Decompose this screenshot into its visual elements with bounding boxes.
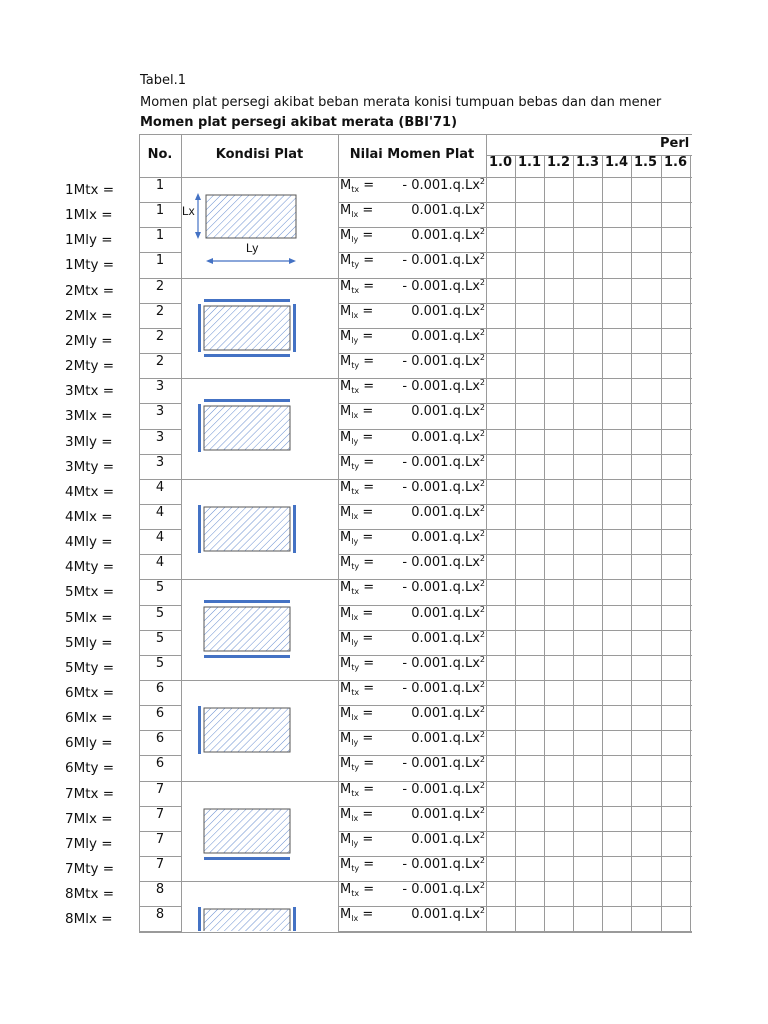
row-label: 7Mty = bbox=[65, 861, 115, 877]
row-number: 2 bbox=[155, 329, 165, 344]
row-number: 2 bbox=[155, 279, 165, 294]
moment-value: 0.001.q.Lx$^2$ bbox=[411, 303, 485, 319]
row-number: 7 bbox=[155, 807, 165, 822]
plate-diagram-7 bbox=[182, 781, 338, 882]
col-line-ratio bbox=[486, 134, 487, 932]
table-id: Tabel.1 bbox=[140, 73, 187, 88]
grid-line-h bbox=[338, 403, 692, 404]
moment-value: - 0.001.q.Lx$^2$ bbox=[402, 554, 485, 570]
plate-diagram-6 bbox=[182, 680, 338, 781]
row-label: 7Mlx = bbox=[65, 811, 113, 827]
header-ratio-group: Perl bbox=[660, 136, 690, 151]
moment-value: - 0.001.q.Lx$^2$ bbox=[402, 177, 485, 193]
moment-value: 0.001.q.Lx$^2$ bbox=[411, 504, 485, 520]
moment-value: - 0.001.q.Lx$^2$ bbox=[402, 353, 485, 369]
col-line-ratio bbox=[661, 155, 662, 932]
grid-line-h bbox=[338, 454, 692, 455]
moment-name: $M_{ly}$ = bbox=[340, 631, 374, 647]
row-label: 6Mlx = bbox=[65, 710, 113, 726]
moment-name: $M_{tx}$ = bbox=[340, 178, 375, 194]
table-title: Momen plat persegi akibat merata (BBI'71) bbox=[140, 115, 458, 130]
header-ratio-1-3: 1.3 bbox=[575, 155, 600, 170]
moment-value: 0.001.q.Lx$^2$ bbox=[411, 630, 485, 646]
row-number: 3 bbox=[155, 379, 165, 394]
grid-line-h bbox=[338, 579, 692, 580]
moment-value: 0.001.q.Lx$^2$ bbox=[411, 906, 485, 922]
grid-line-h bbox=[338, 730, 692, 731]
header-nilai-momen: Nilai Momen Plat bbox=[349, 147, 475, 162]
row-label: 3Mty = bbox=[65, 459, 115, 475]
row-number: 8 bbox=[155, 907, 165, 922]
grid-line-h bbox=[338, 252, 692, 253]
moment-name: $M_{ly}$ = bbox=[340, 430, 374, 446]
grid-line-h bbox=[139, 134, 692, 135]
moment-name: $M_{ly}$ = bbox=[340, 731, 374, 747]
row-number: 5 bbox=[155, 580, 165, 595]
row-label: 2Mty = bbox=[65, 358, 115, 374]
header-ratio-1-6: 1.6 bbox=[663, 155, 688, 170]
header-ratio-1-4: 1.4 bbox=[604, 155, 629, 170]
row-label: 6Mly = bbox=[65, 735, 113, 751]
moment-value: - 0.001.q.Lx$^2$ bbox=[402, 278, 485, 294]
header-ratio-1-2: 1.2 bbox=[546, 155, 571, 170]
col-line-ratio bbox=[515, 155, 516, 932]
moment-value: - 0.001.q.Lx$^2$ bbox=[402, 454, 485, 470]
grid-line-h bbox=[338, 705, 692, 706]
plate-diagram-8 bbox=[182, 881, 338, 931]
grid-line-h bbox=[338, 529, 692, 530]
row-label: 1Mlx = bbox=[65, 207, 113, 223]
row-number: 7 bbox=[155, 782, 165, 797]
grid-line-h bbox=[338, 906, 692, 907]
moment-value: 0.001.q.Lx$^2$ bbox=[411, 403, 485, 419]
row-number: 6 bbox=[155, 756, 165, 771]
moment-name: $M_{tx}$ = bbox=[340, 480, 375, 496]
moment-name: $M_{ty}$ = bbox=[340, 756, 375, 772]
col-line-kondisi bbox=[338, 134, 339, 932]
header-ratio-1-1: 1.1 bbox=[517, 155, 542, 170]
header-kondisi-plat: Kondisi Plat bbox=[215, 147, 304, 162]
row-label: 2Mlx = bbox=[65, 308, 113, 324]
moment-value: - 0.001.q.Lx$^2$ bbox=[402, 655, 485, 671]
moment-name: $M_{lx}$ = bbox=[340, 907, 374, 923]
moment-name: $M_{tx}$ = bbox=[340, 681, 375, 697]
plate-diagram-2 bbox=[182, 278, 338, 379]
moment-value: 0.001.q.Lx$^2$ bbox=[411, 429, 485, 445]
row-number: 1 bbox=[155, 253, 165, 268]
col-line-ratio bbox=[602, 155, 603, 932]
row-label: 8Mtx = bbox=[65, 886, 115, 902]
row-number: 1 bbox=[155, 228, 165, 243]
moment-value: - 0.001.q.Lx$^2$ bbox=[402, 579, 485, 595]
moment-value: - 0.001.q.Lx$^2$ bbox=[402, 680, 485, 696]
grid-line-h bbox=[338, 227, 692, 228]
grid-line-h bbox=[338, 429, 692, 430]
row-label: 5Mtx = bbox=[65, 584, 115, 600]
grid-line-h bbox=[338, 630, 692, 631]
moment-name: $M_{ty}$ = bbox=[340, 656, 375, 672]
moment-name: $M_{ly}$ = bbox=[340, 530, 374, 546]
moment-name: $M_{lx}$ = bbox=[340, 203, 374, 219]
moment-value: 0.001.q.Lx$^2$ bbox=[411, 328, 485, 344]
row-number: 3 bbox=[155, 404, 165, 419]
row-number: 4 bbox=[155, 530, 165, 545]
moment-name: $M_{lx}$ = bbox=[340, 807, 374, 823]
moment-value: 0.001.q.Lx$^2$ bbox=[411, 730, 485, 746]
col-line-ratio bbox=[690, 155, 691, 932]
row-number: 5 bbox=[155, 631, 165, 646]
row-label: 4Mtx = bbox=[65, 484, 115, 500]
row-label: 1Mty = bbox=[65, 257, 115, 273]
row-label: 1Mtx = bbox=[65, 182, 115, 198]
row-number: 5 bbox=[155, 606, 165, 621]
moment-name: $M_{ty}$ = bbox=[340, 253, 375, 269]
row-label: 4Mty = bbox=[65, 559, 115, 575]
grid-line-h bbox=[338, 831, 692, 832]
moment-name: $M_{tx}$ = bbox=[340, 580, 375, 596]
col-line-ratio bbox=[573, 155, 574, 932]
row-number: 4 bbox=[155, 505, 165, 520]
row-number: 2 bbox=[155, 354, 165, 369]
moment-name: $M_{lx}$ = bbox=[340, 706, 374, 722]
grid-line-h bbox=[338, 856, 692, 857]
plate-diagram-1 bbox=[182, 177, 338, 278]
grid-line-h bbox=[338, 378, 692, 379]
moment-name: $M_{tx}$ = bbox=[340, 379, 375, 395]
moment-name: $M_{lx}$ = bbox=[340, 505, 374, 521]
row-number: 6 bbox=[155, 731, 165, 746]
row-label: 2Mtx = bbox=[65, 283, 115, 299]
row-label: 3Mly = bbox=[65, 434, 113, 450]
moment-value: 0.001.q.Lx$^2$ bbox=[411, 529, 485, 545]
grid-line-h bbox=[338, 755, 692, 756]
moment-name: $M_{ly}$ = bbox=[340, 228, 374, 244]
moment-value: - 0.001.q.Lx$^2$ bbox=[402, 781, 485, 797]
moment-value: 0.001.q.Lx$^2$ bbox=[411, 202, 485, 218]
row-label: 2Mly = bbox=[65, 333, 113, 349]
grid-line-h bbox=[338, 605, 692, 606]
svg-text:Ly: Ly bbox=[246, 241, 259, 255]
grid-line-h bbox=[338, 303, 692, 304]
row-number: 4 bbox=[155, 555, 165, 570]
table-description: Momen plat persegi akibat beban merata konisi tumpuan bebas dan dan mener bbox=[140, 95, 662, 110]
moment-value: 0.001.q.Lx$^2$ bbox=[411, 831, 485, 847]
moment-name: $M_{lx}$ = bbox=[340, 606, 374, 622]
moment-name: $M_{ty}$ = bbox=[340, 555, 375, 571]
row-label: 4Mly = bbox=[65, 534, 113, 550]
moment-value: 0.001.q.Lx$^2$ bbox=[411, 605, 485, 621]
row-label: 4Mlx = bbox=[65, 509, 113, 525]
header-no: No. bbox=[147, 147, 173, 162]
row-label: 1Mly = bbox=[65, 232, 113, 248]
moment-name: $M_{ty}$ = bbox=[340, 455, 375, 471]
header-ratio-1-5: 1.5 bbox=[633, 155, 658, 170]
grid-line-h bbox=[338, 202, 692, 203]
col-line-ratio bbox=[631, 155, 632, 932]
row-label: 8Mlx = bbox=[65, 911, 113, 927]
row-number: 5 bbox=[155, 656, 165, 671]
grid-line-h bbox=[338, 353, 692, 354]
col-line-ratio bbox=[544, 155, 545, 932]
row-number: 2 bbox=[155, 304, 165, 319]
moment-value: - 0.001.q.Lx$^2$ bbox=[402, 856, 485, 872]
moment-name: $M_{lx}$ = bbox=[340, 304, 374, 320]
row-number: 3 bbox=[155, 455, 165, 470]
row-number: 6 bbox=[155, 706, 165, 721]
moment-name: $M_{ly}$ = bbox=[340, 832, 374, 848]
row-label: 3Mlx = bbox=[65, 408, 113, 424]
grid-line-h bbox=[338, 655, 692, 656]
row-label: 6Mty = bbox=[65, 760, 115, 776]
row-label: 5Mly = bbox=[65, 635, 113, 651]
moment-value: - 0.001.q.Lx$^2$ bbox=[402, 378, 485, 394]
row-number: 6 bbox=[155, 681, 165, 696]
row-label: 3Mtx = bbox=[65, 383, 115, 399]
row-label: 5Mlx = bbox=[65, 610, 113, 626]
moment-name: $M_{lx}$ = bbox=[340, 404, 374, 420]
row-number: 3 bbox=[155, 430, 165, 445]
header-ratio-1-0: 1.0 bbox=[488, 155, 513, 170]
grid-line-h bbox=[338, 680, 692, 681]
row-number: 8 bbox=[155, 882, 165, 897]
plate-diagram-5 bbox=[182, 579, 338, 680]
moment-value: - 0.001.q.Lx$^2$ bbox=[402, 479, 485, 495]
row-label: 7Mly = bbox=[65, 836, 113, 852]
grid-line-h bbox=[338, 881, 692, 882]
moment-name: $M_{ly}$ = bbox=[340, 329, 374, 345]
moment-name: $M_{tx}$ = bbox=[340, 882, 375, 898]
row-number: 7 bbox=[155, 832, 165, 847]
grid-line-h bbox=[338, 479, 692, 480]
moment-value: - 0.001.q.Lx$^2$ bbox=[402, 881, 485, 897]
moment-value: - 0.001.q.Lx$^2$ bbox=[402, 252, 485, 268]
row-number: 4 bbox=[155, 480, 165, 495]
moment-name: $M_{ty}$ = bbox=[340, 857, 375, 873]
row-label: 7Mtx = bbox=[65, 786, 115, 802]
row-number: 1 bbox=[155, 203, 165, 218]
plate-diagram-4 bbox=[182, 479, 338, 580]
row-label: 6Mtx = bbox=[65, 685, 115, 701]
moment-value: - 0.001.q.Lx$^2$ bbox=[402, 755, 485, 771]
grid-line-h bbox=[338, 781, 692, 782]
moment-name: $M_{tx}$ = bbox=[340, 782, 375, 798]
moment-value: 0.001.q.Lx$^2$ bbox=[411, 227, 485, 243]
row-label: 5Mty = bbox=[65, 660, 115, 676]
moment-name: $M_{ty}$ = bbox=[340, 354, 375, 370]
grid-line-h bbox=[338, 328, 692, 329]
table-bottom bbox=[139, 932, 692, 933]
moment-value: 0.001.q.Lx$^2$ bbox=[411, 806, 485, 822]
grid-line-h bbox=[338, 806, 692, 807]
row-number: 1 bbox=[155, 178, 165, 193]
grid-line-h bbox=[338, 278, 692, 279]
grid-line-h bbox=[338, 554, 692, 555]
row-number: 7 bbox=[155, 857, 165, 872]
grid-line-h bbox=[338, 504, 692, 505]
svg-text:Lx: Lx bbox=[182, 204, 195, 218]
moment-value: 0.001.q.Lx$^2$ bbox=[411, 705, 485, 721]
moment-name: $M_{tx}$ = bbox=[340, 279, 375, 295]
plate-diagram-3 bbox=[182, 378, 338, 479]
